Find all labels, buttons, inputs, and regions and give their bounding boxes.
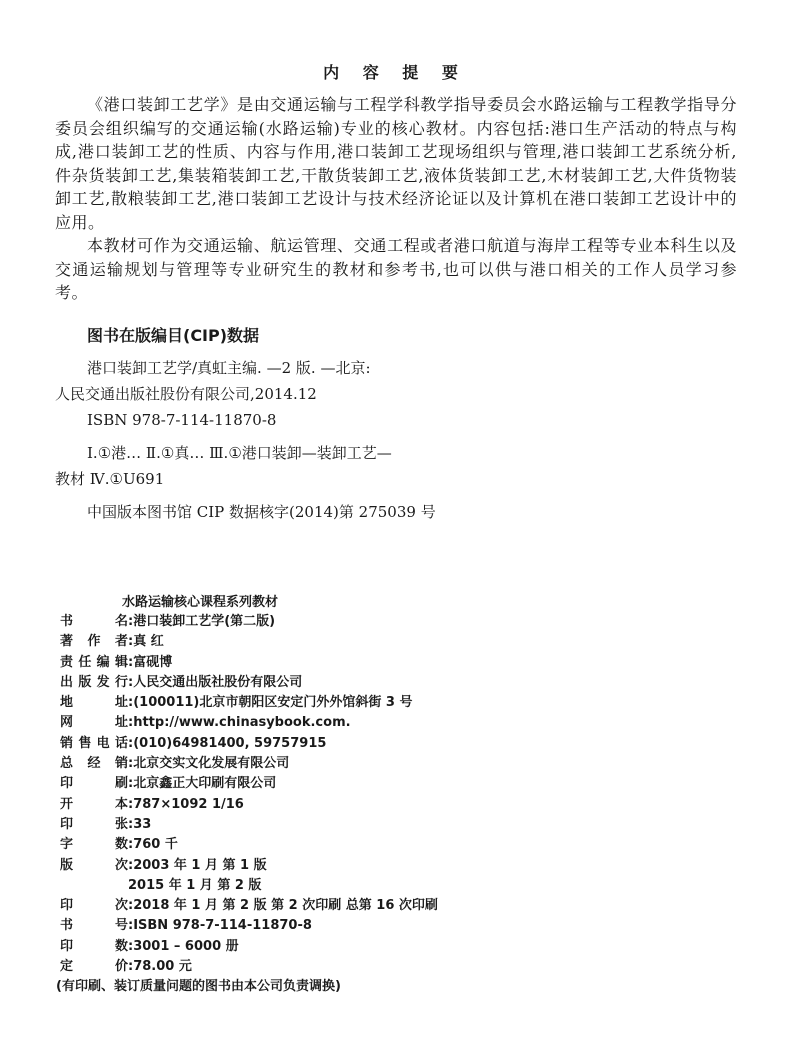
colophon-label: 总经销 [60, 756, 128, 772]
colophon-label: 销售电话 [60, 735, 128, 751]
colophon-block [56, 612, 438, 998]
colophon-label: 字数 [60, 837, 128, 853]
cip-title: 图书在版编目(CIP)数据 [87, 326, 260, 345]
colophon-label: 地址 [60, 695, 128, 711]
colophon-label: 定价 [60, 959, 128, 975]
colophon-row-printer: 印刷:北京鑫正大印刷有限公司 [60, 774, 438, 794]
colophon-value: 港口装卸工艺学(第二版) [133, 614, 276, 629]
colophon-row-edition-cont [60, 876, 438, 896]
colophon-value: 2015 年 1 月 第 2 版 [128, 877, 262, 893]
colophon-value: (100011)北京市朝阳区安定门外外馆斜街 3 号 [133, 695, 413, 711]
colophon-value: http://www.chinasybook.com. [133, 715, 351, 731]
colophon-row-printrun: 印数:3001 – 6000 册 [60, 937, 438, 957]
cip-block [55, 355, 745, 525]
colophon-label: 印刷 [60, 776, 128, 792]
colophon-value: 北京交实文化发展有限公司 [133, 756, 290, 772]
series-name: 水路运输核心课程系列教材 [122, 595, 279, 610]
colophon-label: 书号 [60, 918, 128, 934]
colophon-row-format: 开本:787×1092 1/16 [60, 795, 438, 815]
cip-line-1: 港口装卸工艺学/真虹主编. —2 版. —北京: [87, 359, 371, 377]
summary-section [55, 93, 737, 305]
colophon-row-printing: 印次:2018 年 1 月 第 2 版 第 2 次印刷 总第 16 次印刷 [60, 896, 438, 916]
colophon-label: 开本 [60, 796, 128, 812]
colophon-row-isbn: 书号:ISBN 978-7-114-11870-8 [60, 916, 438, 936]
colophon-value: 真 红 [133, 634, 164, 650]
colophon-value: 760 千 [133, 837, 178, 853]
colophon-row-editor: 责任编辑:富砚博 [60, 653, 438, 673]
cip-line-3: ISBN 978-7-114-11870-8 [87, 411, 277, 429]
colophon-value: 78.00 元 [133, 959, 192, 975]
colophon-row-address: 地址:(100011)北京市朝阳区安定门外外馆斜街 3 号 [60, 693, 438, 713]
colophon-value: (010)64981400, 59757915 [133, 735, 327, 751]
colophon-label: 书名 [60, 614, 128, 629]
colophon-row-author: 著作者:真 红 [60, 632, 438, 652]
colophon-label: 网址 [60, 715, 128, 731]
colophon-value: 3001 – 6000 册 [133, 938, 239, 954]
colophon-label: 印张 [60, 816, 128, 832]
colophon-row-publisher: 出版发行:人民交通出版社股份有限公司 [60, 673, 438, 693]
colophon-value: 33 [133, 816, 152, 832]
colophon-label: 责任编辑 [60, 654, 128, 670]
quality-note: (有印刷、装订质量问题的图书由本公司负责调换) [56, 979, 341, 995]
summary-paragraph-2: 本教材可作为交通运输、航运管理、交通工程或者港口航道与海岸工程等专业本科生以及交通运输规划与管理等专业研究生的教材和参考书,也可以供与港口相关的工作人员学习参考。 [55, 236, 737, 302]
colophon-row-distributor: 总经销:北京交实文化发展有限公司 [60, 754, 438, 774]
summary-title: 内 容 提 要 [323, 63, 467, 82]
colophon-row-website: 网址:http://www.chinasybook.com. [60, 713, 438, 733]
cip-line-2: 人民交通出版社股份有限公司,2014.12 [55, 385, 317, 403]
colophon-row-title: 书名:港口装卸工艺学(第二版) [60, 612, 438, 632]
colophon-row-edition: 版次:2003 年 1 月 第 1 版 [60, 856, 438, 876]
colophon-label: 版次 [60, 857, 128, 873]
cip-line-6: 中国版本图书馆 CIP 数据核字(2014)第 275039 号 [87, 503, 436, 521]
colophon-label: 印数 [60, 938, 128, 954]
colophon-label: 著作者 [60, 634, 128, 650]
colophon-value: 2018 年 1 月 第 2 版 第 2 次印刷 总第 16 次印刷 [133, 898, 438, 914]
cip-line-4: Ⅰ.①港… Ⅱ.①真… Ⅲ.①港口装卸—装卸工艺— [87, 444, 392, 462]
colophon-value: 北京鑫正大印刷有限公司 [133, 776, 277, 792]
colophon-row-sheets: 印张:33 [60, 815, 438, 835]
colophon-label: 印次 [60, 898, 128, 914]
colophon-row-price: 定价:78.00 元 [60, 957, 438, 977]
colophon-value: 787×1092 1/16 [133, 796, 244, 812]
colophon-value: 人民交通出版社股份有限公司 [133, 674, 303, 690]
cip-line-5: 教材 Ⅳ.①U691 [55, 470, 165, 488]
colophon-row-phone: 销售电话:(010)64981400, 59757915 [60, 734, 438, 754]
colophon-value: 2003 年 1 月 第 1 版 [133, 857, 267, 873]
colophon-value: 富砚博 [133, 654, 173, 670]
summary-paragraph-1: 《港口装卸工艺学》是由交通运输与工程学科教学指导委员会水路运输与工程教学指导分委员会组织编写的交通运输(水路运输)专业的核心教材。内容包括:港口生产活动的特点与构成,港口装卸工艺的性质、内容与作用,港口装卸工艺现场组织与管理,港口装卸工艺系统分析,件杂货装卸工艺,集装箱装卸工艺,干散货装卸工艺,液体货装卸工艺,木材装卸工艺,大件货物装卸工艺,散粮装卸工艺,港口装卸工艺设计与技术经济论证以及计算机在港口装卸工艺设计中的应用。 [55, 95, 737, 232]
colophon-label: 出版发行 [60, 674, 128, 690]
colophon-value: ISBN 978-7-114-11870-8 [133, 918, 312, 934]
colophon-row-wordcount: 字数:760 千 [60, 835, 438, 855]
